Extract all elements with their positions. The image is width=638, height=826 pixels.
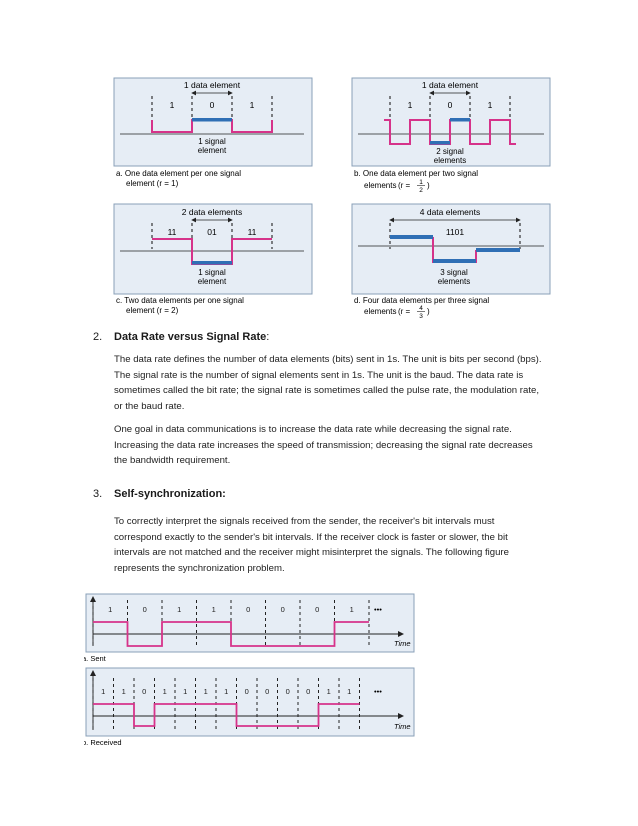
panel-c-bit-0: 11 [167,227,177,237]
section-2-colon: : [266,331,270,343]
panel-d-ratio-den: 3 [419,313,423,320]
panel-a-caption-2: element (r = 1) [126,179,179,188]
panel-c [114,204,312,315]
panel-b-inner-1: 2 signal [436,147,464,156]
section-2-number: 2. [93,331,103,343]
received-bit-label: 1 [347,687,352,696]
section-2-heading [93,331,269,343]
panel-a-bit-1: 0 [209,100,215,110]
panel-d-inner-2: elements [437,277,471,286]
sent-bit-label: 0 [246,605,251,614]
panel-d-inner-1: 3 signal [440,268,468,277]
sent-bit-label: 1 [177,605,182,614]
received-time-label: Time [394,722,411,731]
panel-b [352,78,550,194]
panel-d-ratio-r: (r = [398,307,411,316]
sent-caption: a. Sent [84,654,106,663]
panel-b-bit-2: 1 [487,100,493,110]
section-3-heading [93,488,226,500]
panel-c-bit-2: 11 [247,227,257,237]
sent-diagram [84,594,414,663]
received-ellipsis: ••• [374,687,382,696]
panel-b-ratio-r: (r = [398,181,411,190]
panel-b-ratio-den: 2 [419,187,423,194]
section-3-title: Self-synchronization: [114,488,226,500]
figure-synchronization [84,592,424,752]
received-bit-label: 1 [326,687,331,696]
panel-c-caption-1: c. Two data elements per one signal [116,296,244,305]
panel-b-ratio-close: ) [427,181,430,190]
panel-b-ratio-num: 1 [419,179,423,186]
panel-a-inner-2: element [197,146,227,155]
panel-a-inner-1: 1 signal [198,137,226,146]
received-bit-label: 0 [142,687,147,696]
received-bit-label: 1 [162,687,167,696]
received-bit-label: 1 [183,687,188,696]
figure-signal-elements [112,74,552,322]
panel-a-top-label: 1 data element [183,80,241,90]
sent-bit-label: 1 [108,605,113,614]
panel-b-bit-1: 0 [447,100,453,110]
sent-bit-label: 1 [211,605,216,614]
sent-bit-label: 0 [142,605,147,614]
section-2-title: Data Rate versus Signal Rate [114,331,267,343]
panel-c-inner-2: element [197,277,227,286]
sent-bit-label: 1 [349,605,354,614]
sent-time-label: Time [394,639,411,648]
sent-ellipsis: ••• [374,605,382,614]
panel-c-inner-1: 1 signal [198,268,226,277]
panel-a-caption-1: a. One data element per one signal [116,169,241,178]
panel-d-caption-1: d. Four data elements per three signal [354,296,490,305]
panel-d-caption-2: elements [364,307,397,316]
panel-b-caption-1: b. One data element per two signal [354,169,479,178]
figure-synchronization-svg [84,592,424,752]
panel-c-top-label: 2 data elements [181,207,243,217]
panel-d [352,204,550,320]
figure-signal-elements-svg [112,74,552,322]
received-diagram [84,668,414,747]
sent-bit-label: 0 [280,605,285,614]
section-3-paragraph-1: To correctly interpret the signals received from the sender, the receiver's bit intervals must correspond exactly to the sender's bit intervals. If the receiver clock is faster or slower, the bit intervals are not matched and the receiver might misinterpret the signals. The following figure represents the synchronization problem. [114,516,509,574]
received-bit-label: 0 [244,687,249,696]
panel-c-bit-1: 01 [207,227,217,237]
received-bit-label: 0 [306,687,311,696]
received-bit-label: 0 [285,687,290,696]
section-3-number: 3. [93,488,103,500]
panel-c-caption-2: element (r = 2) [126,306,179,315]
panel-b-bit-0: 1 [407,100,413,110]
panel-d-ratio-close: ) [427,307,430,316]
panel-d-top-label: 4 data elements [419,207,481,217]
panel-d-ratio-num: 4 [419,305,423,312]
panel-b-top-label: 1 data element [421,80,479,90]
panel-b-caption-2: elements [364,181,397,190]
sent-bit-label: 0 [315,605,320,614]
section-2-paragraph-2: One goal in data communications is to increase the data rate while decreasing the signal rate. Increasing the data rate increases the speed of transmission; decreasing the signal rate decreases the bandwidth requirement. [114,424,533,466]
section-2-paragraph-1: The data rate defines the number of data elements (bits) sent in 1s. The unit is bits per second (bps). The signal rate is the number of signal elements sent in 1s. The unit is the baud. The data rate is sometimes called the bit rate; the signal rate is sometimes called the pulse rate, the modulation rate, or the baud rate. [114,354,542,412]
panel-a-bit-0: 1 [169,100,175,110]
received-bit-label: 1 [121,687,126,696]
panel-d-bit-0: 1101 [445,227,465,237]
panel-a-bit-2: 1 [249,100,255,110]
panel-b-inner-2: elements [433,156,467,165]
panel-a [114,78,312,188]
received-caption: b. Received [84,738,122,747]
received-bit-label: 1 [224,687,229,696]
received-bit-label: 1 [101,687,106,696]
received-bit-label: 0 [265,687,270,696]
received-bit-label: 1 [203,687,208,696]
